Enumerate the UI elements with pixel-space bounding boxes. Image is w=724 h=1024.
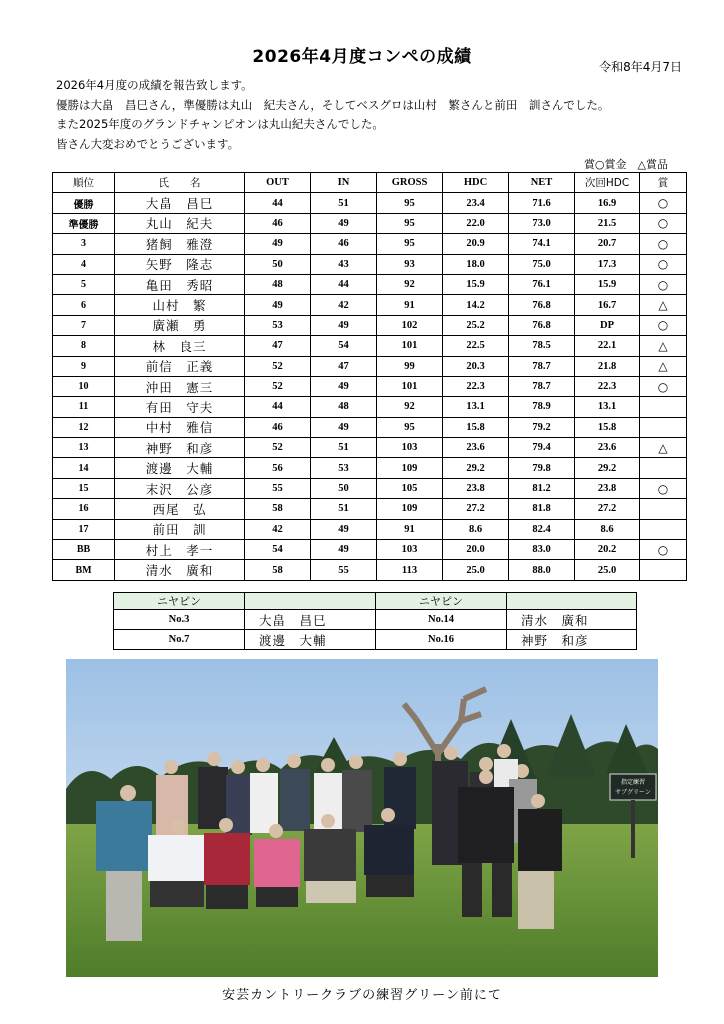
handicap: 23.4: [443, 193, 509, 213]
result-row: [53, 438, 687, 458]
out-score: 44: [245, 193, 311, 213]
out-score: 58: [245, 499, 311, 519]
in-score: 49: [311, 540, 377, 560]
prize-mark: ○: [640, 213, 687, 233]
nearpin-header-blank: [507, 593, 637, 610]
handicap: 23.8: [443, 478, 509, 498]
col-header-out: OUT: [245, 173, 311, 193]
player-name: 前信 正義: [115, 356, 245, 376]
gross-score: 102: [377, 315, 443, 335]
in-score: 50: [311, 478, 377, 498]
next-handicap: 17.3: [575, 254, 640, 274]
player-name: 渡邊 大輔: [115, 458, 245, 478]
next-handicap: 27.2: [575, 499, 640, 519]
gross-score: 95: [377, 193, 443, 213]
result-row: [53, 234, 687, 254]
in-score: 47: [311, 356, 377, 376]
prize-mark: [640, 417, 687, 437]
prize-mark: ○: [640, 315, 687, 335]
handicap: 20.3: [443, 356, 509, 376]
intro-line: 優勝は大畠 昌巳さん，準優勝は丸山 紀夫さん，そしてベスグロは山村 繁さんと前田 訓さんでした。: [56, 97, 610, 112]
result-row: [53, 336, 687, 356]
next-handicap: 16.7: [575, 295, 640, 315]
result-row: [53, 560, 687, 580]
nearpin-winner: 清水 廣和: [507, 610, 637, 630]
report-date: 令和8年4月7日: [599, 60, 682, 74]
net-score: 76.1: [509, 274, 575, 294]
in-score: 44: [311, 274, 377, 294]
result-row: [53, 397, 687, 417]
in-score: 53: [311, 458, 377, 478]
rank-cell: 16: [53, 499, 115, 519]
sign-text: サブグリーン: [615, 789, 651, 796]
next-handicap: 13.1: [575, 397, 640, 417]
handicap: 14.2: [443, 295, 509, 315]
prize-mark: [640, 519, 687, 539]
rank-cell: 優勝: [53, 193, 115, 213]
result-row: [53, 356, 687, 376]
gross-score: 91: [377, 295, 443, 315]
net-score: 83.0: [509, 540, 575, 560]
out-score: 52: [245, 438, 311, 458]
out-score: 50: [245, 254, 311, 274]
handicap: 15.9: [443, 274, 509, 294]
group-photo-illustration: [66, 659, 658, 977]
gross-score: 103: [377, 540, 443, 560]
next-handicap: 22.3: [575, 376, 640, 396]
result-row: [53, 478, 687, 498]
player-name: 末沢 公彦: [115, 478, 245, 498]
gross-score: 105: [377, 478, 443, 498]
result-row: [53, 458, 687, 478]
player-name: 沖田 憲三: [115, 376, 245, 396]
out-score: 49: [245, 234, 311, 254]
in-score: 48: [311, 397, 377, 417]
rank-cell: 10: [53, 376, 115, 396]
gross-score: 95: [377, 417, 443, 437]
handicap: 22.3: [443, 376, 509, 396]
net-score: 79.2: [509, 417, 575, 437]
prize-mark: ○: [640, 376, 687, 396]
result-row: [53, 193, 687, 213]
col-header-prize: 賞: [640, 173, 687, 193]
player-name: 神野 和彦: [115, 438, 245, 458]
nearpin-header-row: [114, 593, 637, 610]
col-header-hdc: HDC: [443, 173, 509, 193]
in-score: 51: [311, 193, 377, 213]
net-score: 76.8: [509, 295, 575, 315]
gross-score: 91: [377, 519, 443, 539]
prize-mark: ○: [640, 540, 687, 560]
next-handicap: 22.1: [575, 336, 640, 356]
nearpin-row: [114, 630, 637, 650]
out-score: 46: [245, 417, 311, 437]
handicap: 22.5: [443, 336, 509, 356]
out-score: 46: [245, 213, 311, 233]
gross-score: 113: [377, 560, 443, 580]
player-name: 山村 繁: [115, 295, 245, 315]
next-handicap: 20.2: [575, 540, 640, 560]
handicap: 13.1: [443, 397, 509, 417]
handicap: 29.2: [443, 458, 509, 478]
nearpin-winner: 神野 和彦: [507, 630, 637, 650]
player-name: 中村 雅信: [115, 417, 245, 437]
prize-mark: [640, 458, 687, 478]
col-header-next-hdc: 次回HDC: [575, 173, 640, 193]
player-name: 村上 孝一: [115, 540, 245, 560]
nearpin-hole: No.3: [114, 610, 245, 630]
result-row: [53, 519, 687, 539]
prize-mark: ○: [640, 234, 687, 254]
gross-score: 95: [377, 213, 443, 233]
player-name: 丸山 紀夫: [115, 213, 245, 233]
nearpin-header-blank: [245, 593, 376, 610]
next-handicap: 21.8: [575, 356, 640, 376]
out-score: 55: [245, 478, 311, 498]
in-score: 49: [311, 376, 377, 396]
gross-score: 109: [377, 499, 443, 519]
out-score: 42: [245, 519, 311, 539]
page-title: 2026年4月度コンペの成績: [252, 47, 472, 67]
player-name: 矢野 隆志: [115, 254, 245, 274]
rank-cell: 11: [53, 397, 115, 417]
nearpin-hole: No.14: [376, 610, 507, 630]
out-score: 52: [245, 376, 311, 396]
net-score: 73.0: [509, 213, 575, 233]
prize-mark: △: [640, 336, 687, 356]
handicap: 25.0: [443, 560, 509, 580]
player-name: 清水 廣和: [115, 560, 245, 580]
rank-cell: 3: [53, 234, 115, 254]
nearpin-header: ニヤピン: [114, 593, 245, 610]
in-score: 49: [311, 417, 377, 437]
col-header-name: 氏 名: [115, 173, 245, 193]
col-header-gross: GROSS: [377, 173, 443, 193]
gross-score: 109: [377, 458, 443, 478]
handicap: 27.2: [443, 499, 509, 519]
in-score: 55: [311, 560, 377, 580]
rank-cell: 17: [53, 519, 115, 539]
player-name: 西尾 弘: [115, 499, 245, 519]
out-score: 52: [245, 356, 311, 376]
prize-mark: [640, 397, 687, 417]
next-handicap: 23.6: [575, 438, 640, 458]
nearpin-hole: No.7: [114, 630, 245, 650]
in-score: 49: [311, 519, 377, 539]
prize-legend: 賞○賞金 △賞品: [583, 158, 668, 171]
next-handicap: 16.9: [575, 193, 640, 213]
gross-score: 93: [377, 254, 443, 274]
col-header-rank: 順位: [53, 173, 115, 193]
rank-cell: 9: [53, 356, 115, 376]
out-score: 47: [245, 336, 311, 356]
handicap: 18.0: [443, 254, 509, 274]
handicap: 20.0: [443, 540, 509, 560]
rank-cell: 準優勝: [53, 213, 115, 233]
prize-mark: ○: [640, 274, 687, 294]
handicap: 8.6: [443, 519, 509, 539]
gross-score: 101: [377, 376, 443, 396]
prize-mark: △: [640, 438, 687, 458]
net-score: 81.8: [509, 499, 575, 519]
rank-cell: 13: [53, 438, 115, 458]
player-name: 前田 訓: [115, 519, 245, 539]
gross-score: 99: [377, 356, 443, 376]
out-score: 56: [245, 458, 311, 478]
prize-mark: [640, 499, 687, 519]
player-name: 廣瀬 勇: [115, 315, 245, 335]
nearpin-winner: 渡邊 大輔: [245, 630, 376, 650]
result-row: [53, 499, 687, 519]
in-score: 49: [311, 213, 377, 233]
net-score: 82.4: [509, 519, 575, 539]
next-handicap: 15.8: [575, 417, 640, 437]
net-score: 79.8: [509, 458, 575, 478]
next-handicap: 20.7: [575, 234, 640, 254]
rank-cell: 15: [53, 478, 115, 498]
net-score: 79.4: [509, 438, 575, 458]
next-handicap: DP: [575, 315, 640, 335]
prize-mark: ○: [640, 254, 687, 274]
net-score: 76.8: [509, 315, 575, 335]
out-score: 53: [245, 315, 311, 335]
next-handicap: 25.0: [575, 560, 640, 580]
nearpin-hole: No.16: [376, 630, 507, 650]
in-score: 49: [311, 315, 377, 335]
in-score: 43: [311, 254, 377, 274]
in-score: 51: [311, 438, 377, 458]
intro-line: 2026年4月度の成績を報告致します。: [56, 78, 253, 92]
prize-mark: △: [640, 356, 687, 376]
result-row: [53, 540, 687, 560]
net-score: 75.0: [509, 254, 575, 274]
net-score: 88.0: [509, 560, 575, 580]
player-name: 猪飼 雅澄: [115, 234, 245, 254]
nearpin-row: [114, 610, 637, 630]
in-score: 51: [311, 499, 377, 519]
player-name: 林 良三: [115, 336, 245, 356]
prize-mark: ○: [640, 193, 687, 213]
result-row: [53, 213, 687, 233]
in-score: 42: [311, 295, 377, 315]
next-handicap: 23.8: [575, 478, 640, 498]
rank-cell: 4: [53, 254, 115, 274]
result-row: [53, 274, 687, 294]
in-score: 46: [311, 234, 377, 254]
handicap: 22.0: [443, 213, 509, 233]
handicap: 25.2: [443, 315, 509, 335]
nearpin-winner: 大畠 昌巳: [245, 610, 376, 630]
result-row: [53, 376, 687, 396]
net-score: 78.7: [509, 356, 575, 376]
result-row: [53, 254, 687, 274]
results-table: [52, 172, 687, 581]
results-header-row: [53, 173, 687, 193]
result-row: [53, 417, 687, 437]
net-score: 78.9: [509, 397, 575, 417]
rank-cell: 14: [53, 458, 115, 478]
result-row: [53, 295, 687, 315]
in-score: 54: [311, 336, 377, 356]
net-score: 71.6: [509, 193, 575, 213]
handicap: 20.9: [443, 234, 509, 254]
prize-mark: △: [640, 295, 687, 315]
gross-score: 103: [377, 438, 443, 458]
rank-cell: 12: [53, 417, 115, 437]
prize-mark: ○: [640, 478, 687, 498]
intro-line: 皆さん大変おめでとうございます。: [56, 136, 240, 151]
next-handicap: 8.6: [575, 519, 640, 539]
next-handicap: 29.2: [575, 458, 640, 478]
prize-mark: [640, 560, 687, 580]
handicap: 23.6: [443, 438, 509, 458]
rank-cell: 8: [53, 336, 115, 356]
gross-score: 92: [377, 397, 443, 417]
sign-text: 指定練習: [620, 779, 646, 786]
intro-line: また2025年度のグランドチャンピオンは丸山紀夫さんでした。: [56, 117, 384, 131]
out-score: 54: [245, 540, 311, 560]
net-score: 74.1: [509, 234, 575, 254]
rank-cell: BB: [53, 540, 115, 560]
intro-text: [56, 76, 609, 154]
col-header-net: NET: [509, 173, 575, 193]
out-score: 48: [245, 274, 311, 294]
out-score: 58: [245, 560, 311, 580]
rank-cell: 7: [53, 315, 115, 335]
out-score: 49: [245, 295, 311, 315]
rank-cell: 5: [53, 274, 115, 294]
gross-score: 92: [377, 274, 443, 294]
player-name: 亀田 秀昭: [115, 274, 245, 294]
net-score: 78.5: [509, 336, 575, 356]
nearpin-header: ニヤピン: [376, 593, 507, 610]
result-row: [53, 315, 687, 335]
gross-score: 101: [377, 336, 443, 356]
gross-score: 95: [377, 234, 443, 254]
net-score: 78.7: [509, 376, 575, 396]
net-score: 81.2: [509, 478, 575, 498]
handicap: 15.8: [443, 417, 509, 437]
out-score: 44: [245, 397, 311, 417]
rank-cell: 6: [53, 295, 115, 315]
next-handicap: 15.9: [575, 274, 640, 294]
next-handicap: 21.5: [575, 213, 640, 233]
rank-cell: BM: [53, 560, 115, 580]
group-photo: [66, 659, 658, 977]
player-name: 大畠 昌巳: [115, 193, 245, 213]
nearpin-table: [113, 592, 637, 650]
col-header-in: IN: [311, 173, 377, 193]
player-name: 有田 守夫: [115, 397, 245, 417]
photo-caption: 安芸カントリークラブの練習グリーン前にて: [222, 988, 502, 1003]
